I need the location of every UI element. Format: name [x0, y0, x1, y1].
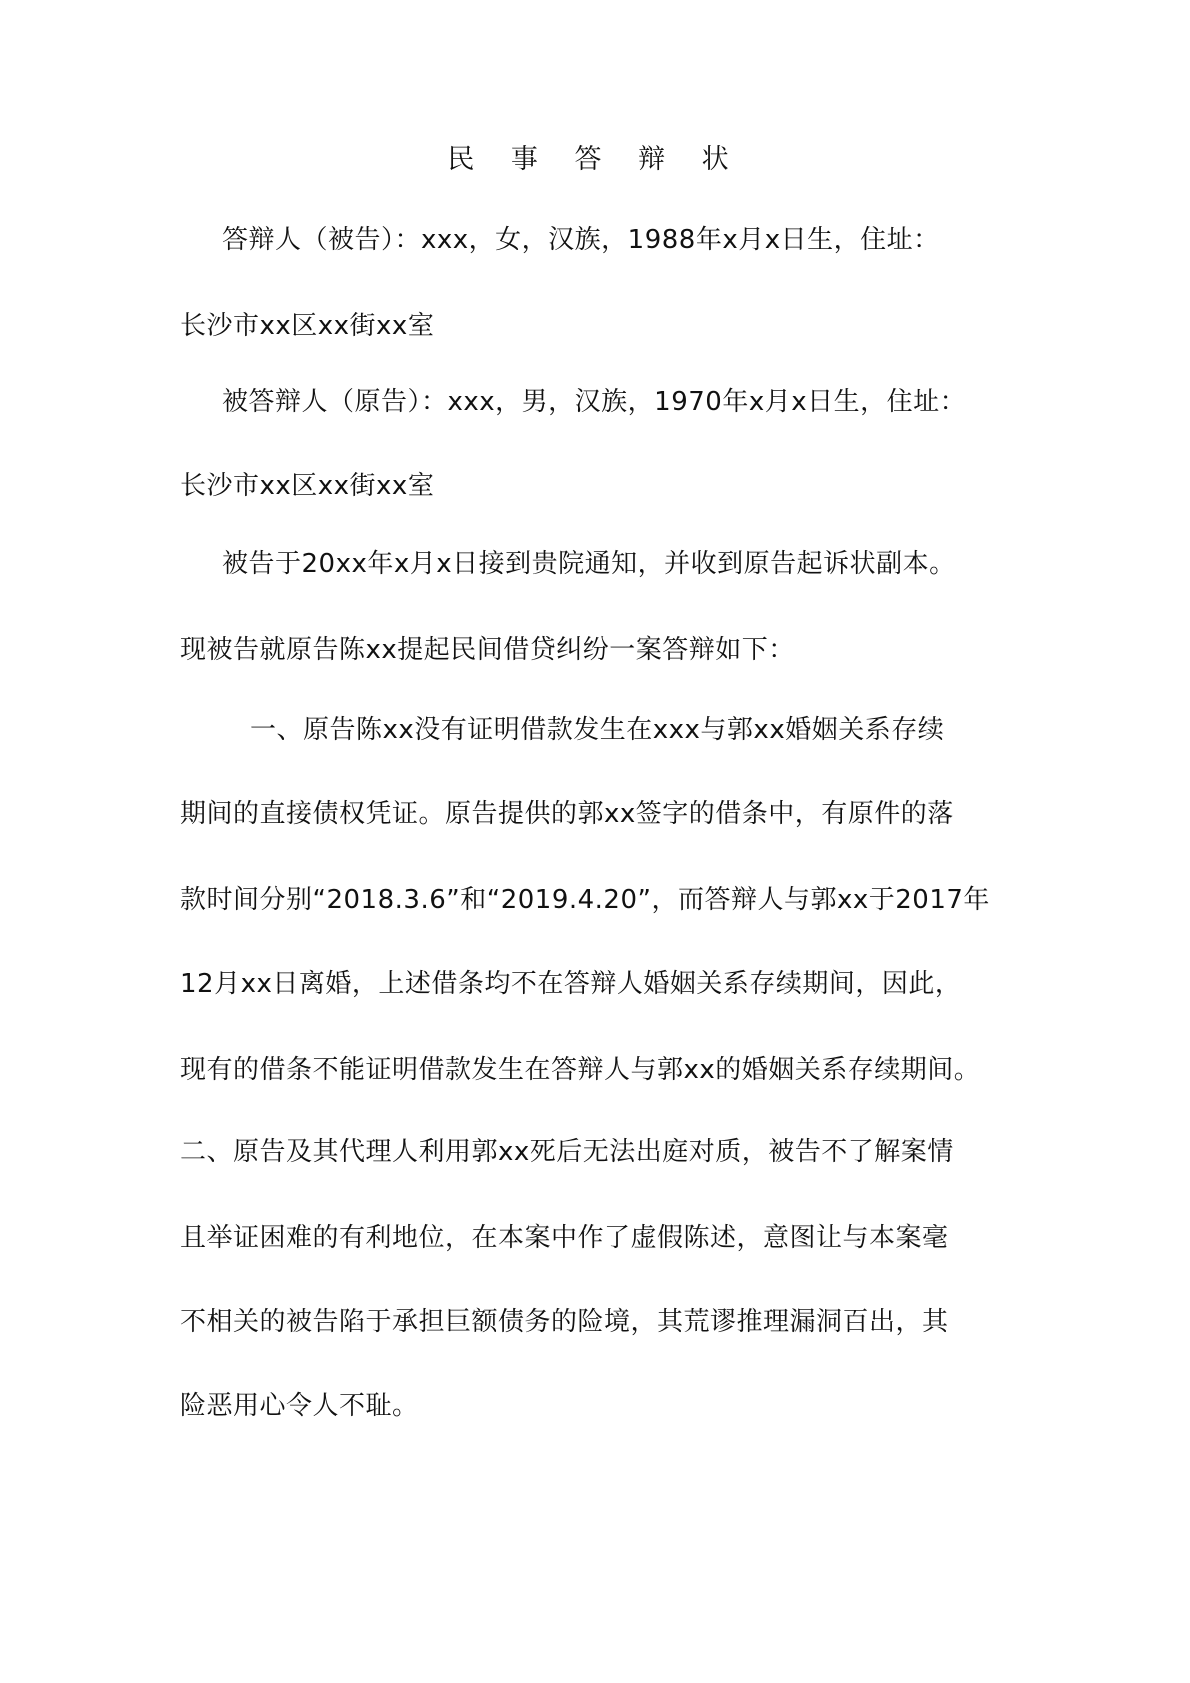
- point-one-line-4: 12月xx日离婚，上述借条均不在答辩人婚姻关系存续期间，因此，: [180, 969, 962, 999]
- document-title: 民 事 答 辩 状: [447, 144, 743, 175]
- respondent-info-line-2: 长沙市xx区xx街xx室: [180, 311, 435, 341]
- point-one-line-1: 一、原告陈xx没有证明借款发生在xxx与郭xx婚姻关系存续: [250, 715, 945, 745]
- point-two-line-3: 不相关的被告陷于承担巨额债务的险境，其荒谬推理漏洞百出，其: [180, 1307, 949, 1337]
- point-one-line-5: 现有的借条不能证明借款发生在答辩人与郭xx的婚姻关系存续期间。: [180, 1055, 981, 1085]
- notice-line-1: 被告于20xx年x月x日接到贵院通知，并收到原告起诉状副本。: [222, 549, 956, 579]
- respondent-info-line-1: 答辩人（被告）：xxx，女，汉族，1988年x月x日生，住址：: [222, 225, 940, 255]
- point-one-line-3: 款时间分别“2018.3.6”和“2019.4.20”，而答辩人与郭xx于2017年: [180, 885, 990, 915]
- point-two-line-1: 二、原告及其代理人利用郭xx死后无法出庭对质，被告不了解案情: [180, 1137, 954, 1167]
- point-one-line-2: 期间的直接债权凭证。原告提供的郭xx签字的借条中，有原件的落: [180, 799, 954, 829]
- notice-line-2: 现被告就原告陈xx提起民间借贷纠纷一案答辩如下：: [180, 635, 795, 665]
- point-two-line-4: 险恶用心令人不耻。: [180, 1391, 419, 1421]
- plaintiff-info-line-1: 被答辩人（原告）：xxx，男，汉族，1970年x月x日生，住址：: [222, 387, 967, 417]
- plaintiff-info-line-2: 长沙市xx区xx街xx室: [180, 471, 435, 501]
- point-two-line-2: 且举证困难的有利地位，在本案中作了虚假陈述，意图让与本案毫: [180, 1223, 949, 1253]
